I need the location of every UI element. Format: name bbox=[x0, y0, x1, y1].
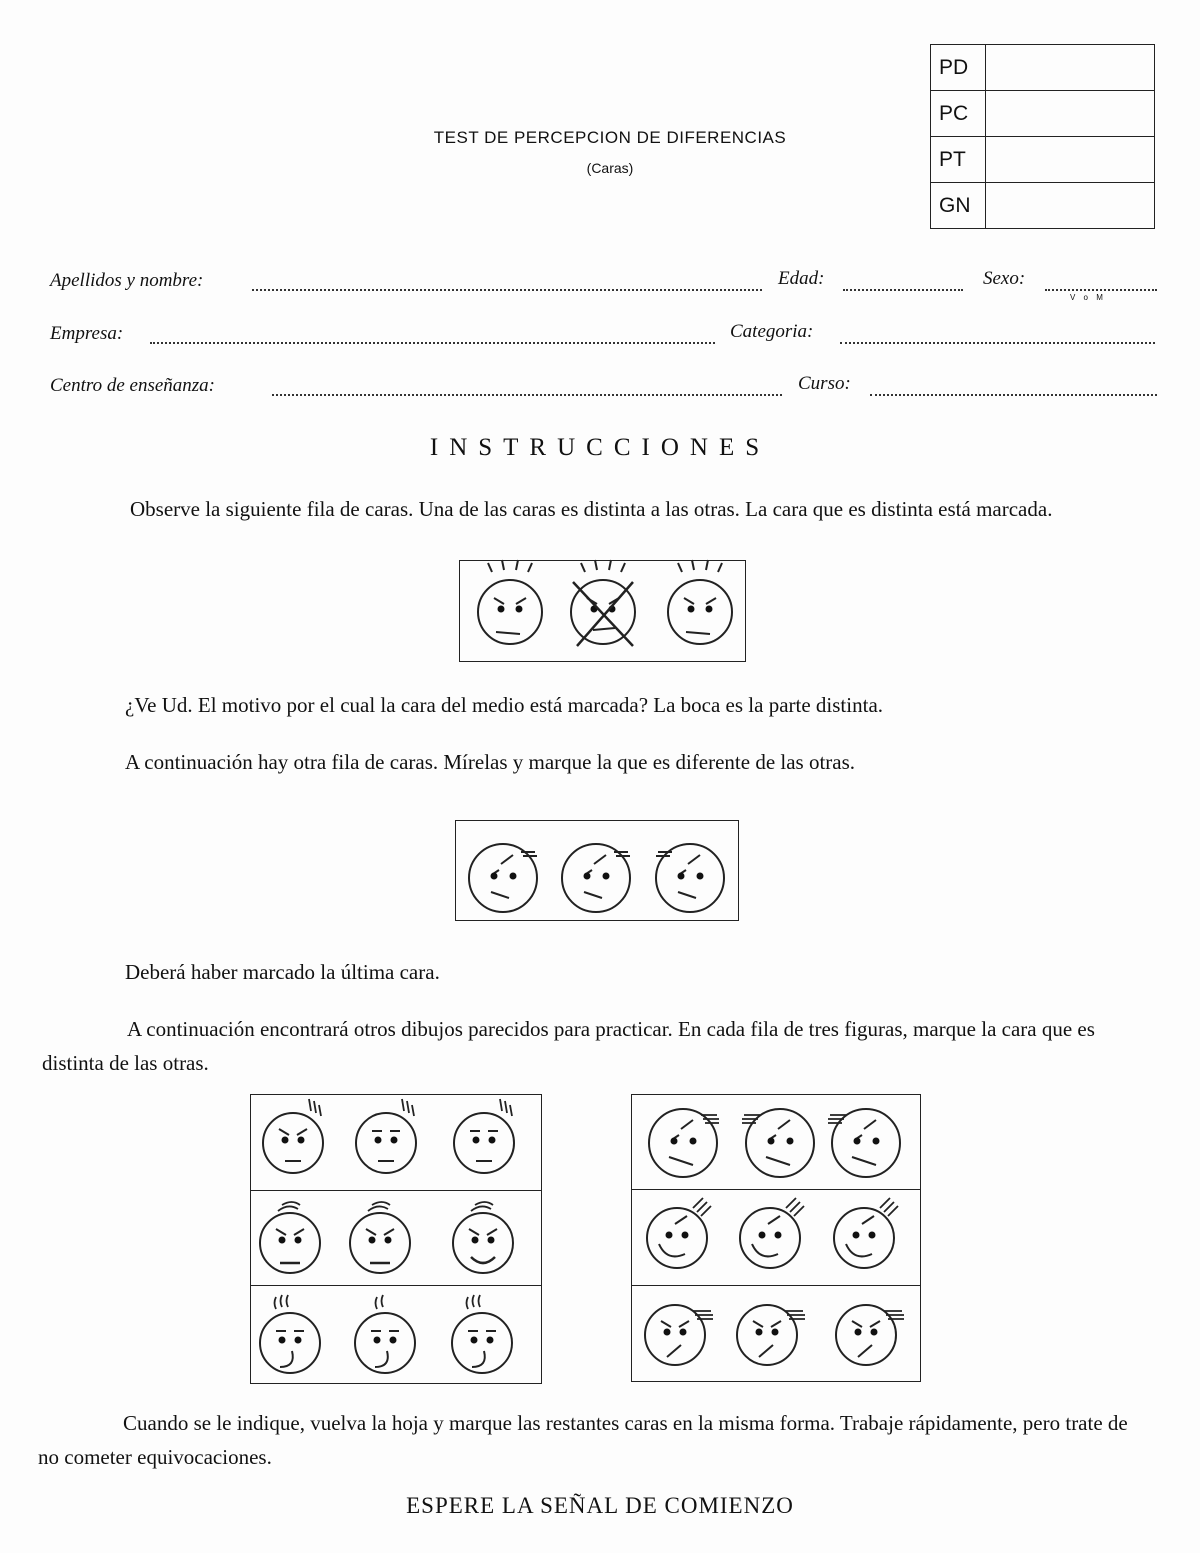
category-field[interactable] bbox=[840, 342, 1155, 344]
course-field[interactable] bbox=[870, 394, 1157, 396]
instruction-paragraph-1: Observe la siguiente fila de caras. Una de las caras es distinta a las otras. La cara que es distinta está marcada. bbox=[130, 497, 1053, 521]
practice-grid-right bbox=[631, 1094, 921, 1382]
grid-divider bbox=[632, 1189, 920, 1190]
instruction-paragraph-3: A continuación hay otra fila de caras. Mírelas y marque la que es diferente de las otras. bbox=[125, 750, 856, 774]
example-frame-marked bbox=[459, 560, 746, 662]
score-value-field[interactable] bbox=[986, 183, 1155, 229]
score-row-pd bbox=[931, 45, 1155, 91]
grid-divider bbox=[251, 1285, 541, 1286]
test-title: TEST DE PERCEPCION DE DIFERENCIAS bbox=[433, 128, 787, 147]
name-label: Apellidos y nombre: bbox=[50, 270, 204, 291]
test-subtitle: (Caras) bbox=[586, 160, 634, 176]
school-label: Centro de enseñanza: bbox=[50, 375, 215, 396]
name-field[interactable] bbox=[252, 289, 762, 291]
practice-example-frame bbox=[455, 820, 739, 921]
score-row-gn bbox=[931, 183, 1155, 229]
instructions-heading: INSTRUCCIONES bbox=[429, 434, 771, 461]
score-row-pc bbox=[931, 91, 1155, 137]
practice-grid-left bbox=[250, 1094, 542, 1384]
company-label: Empresa: bbox=[50, 323, 124, 344]
instruction-paragraph-6: Cuando se le indique, vuelva la hoja y marque las restantes caras en la misma forma. Trabaje rápidamente, pero trate de no cometer equivocaciones. bbox=[38, 1411, 1128, 1469]
score-value-field[interactable] bbox=[986, 45, 1155, 91]
category-label: Categoria: bbox=[730, 321, 814, 342]
start-signal-notice: ESPERE LA SEÑAL DE COMIENZO bbox=[406, 1493, 794, 1518]
instruction-paragraph-4: Deberá haber marcado la última cara. bbox=[125, 960, 440, 984]
course-label: Curso: bbox=[798, 373, 851, 394]
sex-label: Sexo: bbox=[983, 268, 1026, 289]
score-value-field[interactable] bbox=[986, 137, 1155, 183]
instruction-paragraph-5: A continuación encontrará otros dibujos parecidos para practicar. En cada fila de tres figuras, marque la cara que es distinta de las otras. bbox=[42, 1017, 1095, 1075]
sex-field[interactable] bbox=[1045, 289, 1157, 291]
grid-divider bbox=[251, 1190, 541, 1191]
score-label: GN bbox=[931, 183, 986, 229]
score-label: PD bbox=[931, 45, 986, 91]
sex-hint: V o M bbox=[1070, 293, 1106, 302]
score-row-pt bbox=[931, 137, 1155, 183]
score-value-field[interactable] bbox=[986, 91, 1155, 137]
score-label: PC bbox=[931, 91, 986, 137]
school-field[interactable] bbox=[272, 394, 782, 396]
instruction-paragraph-2: ¿Ve Ud. El motivo por el cual la cara del medio está marcada? La boca es la parte distinta. bbox=[125, 693, 884, 717]
grid-divider bbox=[632, 1285, 920, 1286]
score-table bbox=[930, 44, 1155, 229]
age-label: Edad: bbox=[778, 268, 825, 289]
age-field[interactable] bbox=[843, 289, 963, 291]
score-label: PT bbox=[931, 137, 986, 183]
company-field[interactable] bbox=[150, 342, 715, 344]
